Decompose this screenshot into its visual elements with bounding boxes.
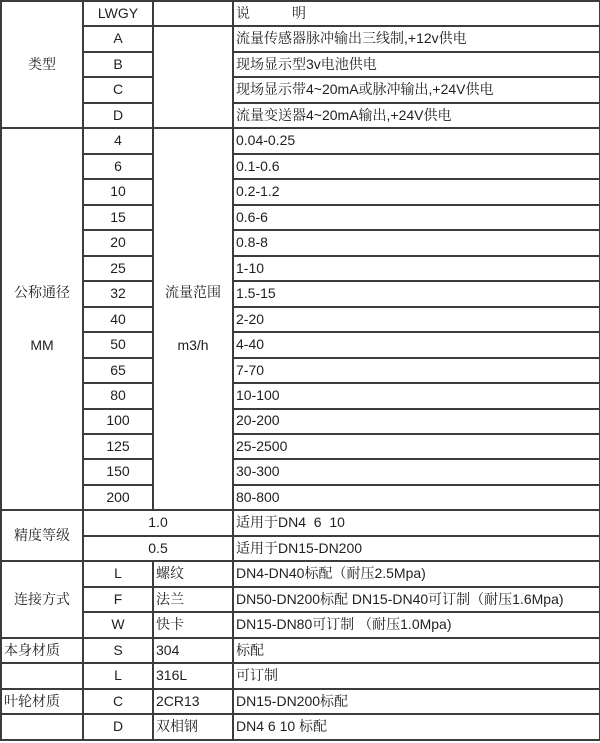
flow-range-value: 2-20 [233,307,600,332]
type-desc: 现场显示带4~20mA或脉冲输出,+24V供电 [233,77,600,102]
connection-name: 法兰 [153,587,233,612]
body-material-name: 304 [153,638,233,663]
dn-value: 6 [83,154,153,179]
impeller-material-name: 2CR13 [153,689,233,714]
dn-value: 80 [83,383,153,408]
flow-range-value: 1.5-15 [233,281,600,306]
diameter-label-line1: 公称通径 [14,284,70,301]
dn-value: 125 [83,434,153,459]
connection-section-label: 连接方式 [1,561,83,637]
table-row [1,1,600,26]
dn-value: 150 [83,459,153,484]
dn-value: 200 [83,485,153,510]
table-row [1,179,600,204]
table-row [1,485,600,510]
table-row [1,714,600,740]
impeller-material-desc: 可订制 [233,663,600,688]
table-row [1,154,600,179]
type-code: D [83,103,153,128]
connection-code: L [83,561,153,586]
flow-range-value: 80-800 [233,485,600,510]
body-material-desc: 标配 [233,638,600,663]
flow-range-value: 0.1-0.6 [233,154,600,179]
flow-range-value: 0.8-8 [233,230,600,255]
table-row [1,281,600,306]
table-row [1,638,600,663]
flow-range-value: 0.04-0.25 [233,128,600,153]
impeller-material-section-label: 叶轮材质 [1,689,83,714]
table-row [1,52,600,77]
flow-range-value: 20-200 [233,409,600,434]
dn-value: 10 [83,179,153,204]
flow-range-value: 1-10 [233,256,600,281]
empty-cell [153,26,233,128]
type-code: A [83,26,153,51]
table-row [1,26,600,51]
impeller-material-desc: DN15-DN200标配 [233,689,600,714]
impeller-material-name: 双相钢 [153,714,233,740]
diameter-section-label [1,128,83,510]
dn-value: 32 [83,281,153,306]
connection-name: 螺纹 [153,561,233,586]
dn-value: 65 [83,358,153,383]
table-row [1,689,600,714]
table-row [1,103,600,128]
impeller-material-code: C [83,689,153,714]
flow-range-value: 10-100 [233,383,600,408]
table-row [1,409,600,434]
connection-code: F [83,587,153,612]
flow-range-value: 30-300 [233,459,600,484]
dn-value: 50 [83,332,153,357]
table-row [1,510,600,535]
model-code-header: LWGY [83,1,153,26]
flow-range-value: 4-40 [233,332,600,357]
dn-value: 15 [83,205,153,230]
type-desc: 流量变送器4~20mA输出,+24V供电 [233,103,600,128]
dn-value: 40 [83,307,153,332]
connection-desc: DN15-DN80可订制 （耐压1.0Mpa) [233,612,600,637]
description-header: 说 明 [233,1,600,26]
impeller-material-desc: DN4 6 10 标配 [233,714,600,740]
flow-range-label-line2: m3/h [177,336,209,353]
connection-desc: DN4-DN40标配（耐压2.5Mpa) [233,561,600,586]
body-material-code: S [83,638,153,663]
impeller-material-code: D [83,714,153,740]
accuracy-value: 0.5 [83,536,233,561]
type-desc: 现场显示型3v电池供电 [233,52,600,77]
table-row [1,307,600,332]
table-row [1,383,600,408]
table-row [1,358,600,383]
empty-cell [153,1,233,26]
impeller-material-name: 316L [153,663,233,688]
connection-name: 快卡 [153,612,233,637]
table-row [1,128,600,153]
table-row [1,459,600,484]
connection-desc: DN50-DN200标配 DN15-DN40可订制（耐压1.6Mpa) [233,587,600,612]
impeller-material-label-cell [1,714,83,740]
impeller-material-code: L [83,663,153,688]
table-row [1,612,600,637]
dn-value: 100 [83,409,153,434]
table-row [1,230,600,255]
table-row [1,587,600,612]
table-row [1,77,600,102]
type-code: C [83,77,153,102]
accuracy-section-label: 精度等级 [1,510,83,561]
dn-value: 25 [83,256,153,281]
connection-code: W [83,612,153,637]
impeller-material-label-cell [1,663,83,688]
table-row [1,256,600,281]
flow-range-value: 0.2-1.2 [233,179,600,204]
flow-range-label-line1: 流量范围 [165,284,221,301]
type-desc: 流量传感器脉冲输出三线制,+12v供电 [233,26,600,51]
flow-range-value: 7-70 [233,358,600,383]
flow-range-value: 0.6-6 [233,205,600,230]
type-code: B [83,52,153,77]
dn-value: 4 [83,128,153,153]
table-row [1,536,600,561]
diameter-label-line2: MM [30,336,54,353]
table-row [1,561,600,586]
table-row [1,663,600,688]
flow-range-value: 25-2500 [233,434,600,459]
accuracy-desc: 适用于DN4 6 10 [233,510,600,535]
table-row [1,205,600,230]
accuracy-value: 1.0 [83,510,233,535]
accuracy-desc: 适用于DN15-DN200 [233,536,600,561]
table-row [1,434,600,459]
flow-range-label [153,128,233,510]
table-row [1,332,600,357]
dn-value: 20 [83,230,153,255]
type-section-label: 类型 [1,1,83,128]
body-material-section-label: 本身材质 [1,638,83,663]
